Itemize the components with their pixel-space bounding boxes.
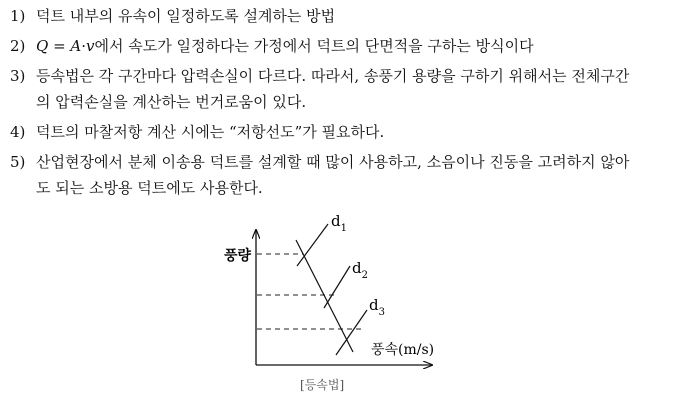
formula-equals: =	[48, 37, 71, 55]
item-text-line1: 등속법은 각 구간마다 압력손실이 다르다. 따라서, 송풍기 용량을 구하기 위해서는 전체구간	[36, 67, 630, 85]
item-number: 1)	[10, 7, 26, 25]
label-d2: $d_2$	[352, 259, 368, 281]
x-axis-label: 풍속(m/s)	[371, 342, 435, 358]
velocity-line	[296, 240, 353, 352]
item-text: 에서 속도가 일정하다는 가정에서 덕트의 단면적을 구하는 방식이다	[94, 37, 534, 55]
formula-v: v	[86, 37, 95, 55]
item-text: 덕트 내부의 유속이 일정하도록 설계하는 방법	[36, 7, 336, 25]
formula-a: A	[70, 37, 82, 55]
item-number: 2)	[10, 37, 26, 55]
label-d1: $d_1$	[331, 212, 347, 234]
y-axis-label: 풍량	[224, 248, 252, 264]
item-text-line2: 의 압력손실을 계산하는 번거로움이 있다.	[36, 93, 307, 111]
diagram-caption: [등속법]	[300, 378, 345, 392]
label-d3: $d_3$	[369, 296, 385, 318]
duct-line-d1	[297, 224, 328, 266]
item-number: 3)	[10, 67, 26, 85]
item-text: 덕트의 마찰저항 계산 시에는 “저항선도”가 필요하다.	[36, 123, 385, 141]
item-text-line2: 도 되는 소방용 덕트에도 사용한다.	[36, 179, 263, 197]
item-number: 5)	[10, 153, 26, 171]
formula-q: Q	[36, 37, 49, 55]
item-text-line1: 산업현장에서 분체 이송용 덕트를 설계할 때 많이 사용하고, 소음이나 진동을 고려하지 않아	[36, 153, 630, 171]
formula-dot: ·	[81, 37, 87, 55]
item-number: 4)	[10, 123, 26, 141]
